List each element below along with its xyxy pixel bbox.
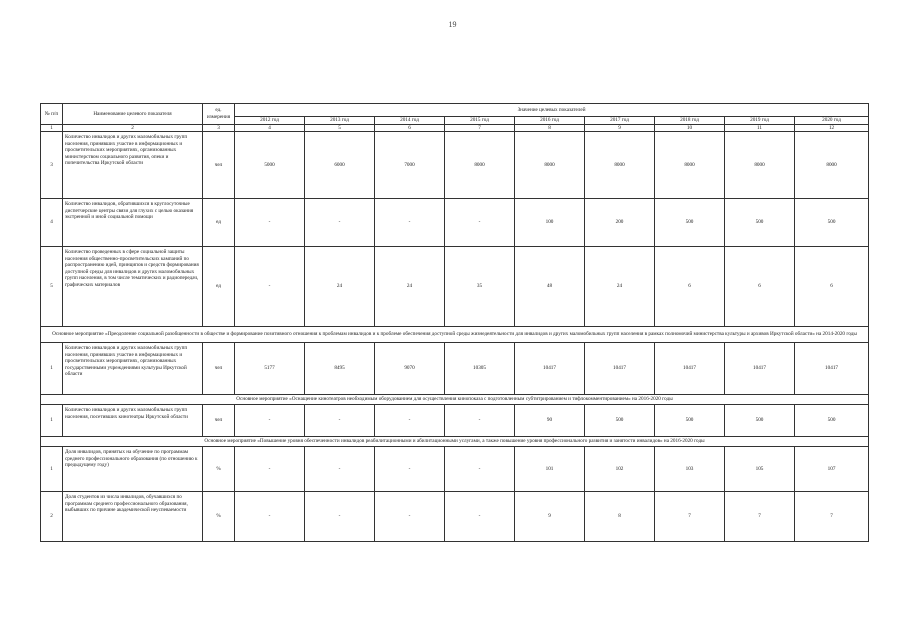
- table-row: [41, 132, 869, 199]
- col-number: 5: [305, 124, 375, 132]
- value-cell: 24: [375, 247, 445, 327]
- row-number: 3: [41, 132, 63, 199]
- header-year: 2018 год: [655, 117, 725, 125]
- value-cell: 6: [655, 247, 725, 327]
- value-cell: 7: [655, 492, 725, 542]
- value-cell: 6: [725, 247, 795, 327]
- table-row: [41, 247, 869, 327]
- value-cell: 8000: [725, 132, 795, 199]
- header-row: [41, 104, 869, 117]
- value-cell: 101: [515, 447, 585, 492]
- header-year: 2019 год: [725, 117, 795, 125]
- value-cell: 7: [725, 492, 795, 542]
- header-year: 2014 год: [375, 117, 445, 125]
- value-cell: 107: [795, 447, 869, 492]
- value-cell: 8000: [445, 132, 515, 199]
- indicator-name: Количество инвалидов и других маломобильных групп населения, посетивших кинотеатры Иркутской области: [63, 405, 203, 437]
- section-row: [41, 395, 869, 405]
- table-body: [41, 132, 869, 542]
- value-cell: 48: [515, 247, 585, 327]
- section-row: [41, 437, 869, 447]
- indicator-name: Количество инвалидов и других маломобильных групп населения, принявших участие в информационных и просветительских мероприятиях, организованных министерством социального развития, опеки и попечительства Иркутской области: [63, 132, 203, 199]
- value-cell: 9070: [375, 343, 445, 395]
- value-cell: 8000: [655, 132, 725, 199]
- col-number: 12: [795, 124, 869, 132]
- value-cell: -: [375, 199, 445, 247]
- unit-cell: чел: [203, 405, 235, 437]
- value-cell: 100: [515, 199, 585, 247]
- row-number: 1: [41, 343, 63, 395]
- col-number: 4: [235, 124, 305, 132]
- row-number: 1: [41, 405, 63, 437]
- value-cell: 200: [585, 199, 655, 247]
- value-cell: -: [305, 405, 375, 437]
- indicators-table: [40, 103, 869, 542]
- header-year: 2013 год: [305, 117, 375, 125]
- row-number: 5: [41, 247, 63, 327]
- indicator-name: Доля инвалидов, принятых на обучение по программам среднего профессионального образования (по отношению к предыдущему году): [63, 447, 203, 492]
- value-cell: 8000: [795, 132, 869, 199]
- header-year: 2020 год: [795, 117, 869, 125]
- value-cell: 103: [655, 447, 725, 492]
- row-number: 2: [41, 492, 63, 542]
- value-cell: -: [235, 247, 305, 327]
- value-cell: 35: [445, 247, 515, 327]
- value-cell: 10417: [655, 343, 725, 395]
- value-cell: 500: [725, 199, 795, 247]
- table-row: [41, 492, 869, 542]
- row-number: 1: [41, 447, 63, 492]
- section-title: Основное мероприятие «Повышение уровня обеспеченности инвалидов реабилитационными и абилитационными услугами, а также повышение уровня профессионального развития и занятости инвалидов» на 2016-2020 годы: [41, 437, 869, 447]
- value-cell: -: [305, 199, 375, 247]
- table-row: [41, 343, 869, 395]
- value-cell: 7000: [375, 132, 445, 199]
- unit-cell: %: [203, 447, 235, 492]
- value-cell: 5000: [235, 132, 305, 199]
- header-year: 2017 год: [585, 117, 655, 125]
- table-row: [41, 199, 869, 247]
- value-cell: 105: [725, 447, 795, 492]
- value-cell: -: [445, 492, 515, 542]
- value-cell: 7: [795, 492, 869, 542]
- page-number: 19: [448, 20, 457, 29]
- section-title: Основное мероприятие «Оснащение кинотеатров необходимым оборудованием для осуществления кинопоказа с подготовленным субтитрированием и тифлокомментированием» на 2016-2020 годы: [41, 395, 869, 405]
- value-cell: 24: [585, 247, 655, 327]
- value-cell: 10417: [795, 343, 869, 395]
- table-row: [41, 447, 869, 492]
- indicator-name: Количество инвалидов и других маломобильных групп населения, принявших участие в информационных и просветительских мероприятиях, организованных государственными учреждениями культуры Иркутской области: [63, 343, 203, 395]
- header-year: 2016 год: [515, 117, 585, 125]
- header-year: 2015 год: [445, 117, 515, 125]
- value-cell: 10305: [445, 343, 515, 395]
- value-cell: 8: [585, 492, 655, 542]
- header-unit: ед. измерения: [203, 104, 235, 125]
- unit-cell: ед: [203, 199, 235, 247]
- value-cell: -: [235, 199, 305, 247]
- value-cell: -: [445, 405, 515, 437]
- value-cell: -: [235, 405, 305, 437]
- value-cell: -: [445, 199, 515, 247]
- value-cell: -: [375, 405, 445, 437]
- value-cell: 500: [585, 405, 655, 437]
- column-numbers-row: [41, 124, 869, 132]
- value-cell: 10417: [725, 343, 795, 395]
- col-number: 1: [41, 124, 63, 132]
- header-year: 2012 год: [235, 117, 305, 125]
- col-number: 10: [655, 124, 725, 132]
- value-cell: 24: [305, 247, 375, 327]
- section-title: Основное мероприятие «Преодоление социальной разобщенности в обществе и формирование позитивного отношения к проблемам инвалидов и к проблеме обеспечения доступной среды жизнедеятельности для инвалидов и других маломобильных групп населения в рамках полномочий министерства культуры и архивов Иркутской области» на 2014-2020 годы: [41, 327, 869, 343]
- indicator-name: Количество инвалидов, обратившихся в круглосуточные диспетчерские центры связи для глухих с целью оказания экстренной и иной социальной помощи: [63, 199, 203, 247]
- value-cell: 9: [515, 492, 585, 542]
- value-cell: 500: [655, 405, 725, 437]
- value-cell: -: [235, 492, 305, 542]
- value-cell: 500: [725, 405, 795, 437]
- value-cell: 8000: [515, 132, 585, 199]
- header-values: Значение целевых показателей: [235, 104, 869, 117]
- col-number: 7: [445, 124, 515, 132]
- value-cell: 90: [515, 405, 585, 437]
- value-cell: 500: [795, 405, 869, 437]
- value-cell: 8000: [585, 132, 655, 199]
- section-row: [41, 327, 869, 343]
- col-number: 9: [585, 124, 655, 132]
- header-no: № п/п: [41, 104, 63, 125]
- unit-cell: чел: [203, 343, 235, 395]
- value-cell: -: [375, 492, 445, 542]
- value-cell: 6000: [305, 132, 375, 199]
- col-number: 11: [725, 124, 795, 132]
- value-cell: -: [235, 447, 305, 492]
- row-number: 4: [41, 199, 63, 247]
- col-number: 8: [515, 124, 585, 132]
- header-name: Наименование целевого показателя: [63, 104, 203, 125]
- value-cell: 500: [655, 199, 725, 247]
- col-number: 2: [63, 124, 203, 132]
- value-cell: 6: [795, 247, 869, 327]
- unit-cell: чел: [203, 132, 235, 199]
- value-cell: -: [305, 447, 375, 492]
- value-cell: 5177: [235, 343, 305, 395]
- value-cell: 102: [585, 447, 655, 492]
- unit-cell: ед: [203, 247, 235, 327]
- col-number: 6: [375, 124, 445, 132]
- value-cell: -: [375, 447, 445, 492]
- value-cell: 10417: [585, 343, 655, 395]
- value-cell: 8495: [305, 343, 375, 395]
- unit-cell: %: [203, 492, 235, 542]
- value-cell: 500: [795, 199, 869, 247]
- indicator-name: Доля студентов из числа инвалидов, обучавшихся по программам среднего профессионального образования, выбывших по причине академической неуспеваемости: [63, 492, 203, 542]
- value-cell: 10417: [515, 343, 585, 395]
- indicator-name: Количество проведенных в сфере социальной защиты населения общественно-просветительских кампаний по распространению идей, принципов и средств формирования доступной среды для инвалидов и других маломобильных групп населения, в том числе тематических и радиопередач, графических материалов: [63, 247, 203, 327]
- table-row: [41, 405, 869, 437]
- value-cell: -: [305, 492, 375, 542]
- col-number: 3: [203, 124, 235, 132]
- value-cell: -: [445, 447, 515, 492]
